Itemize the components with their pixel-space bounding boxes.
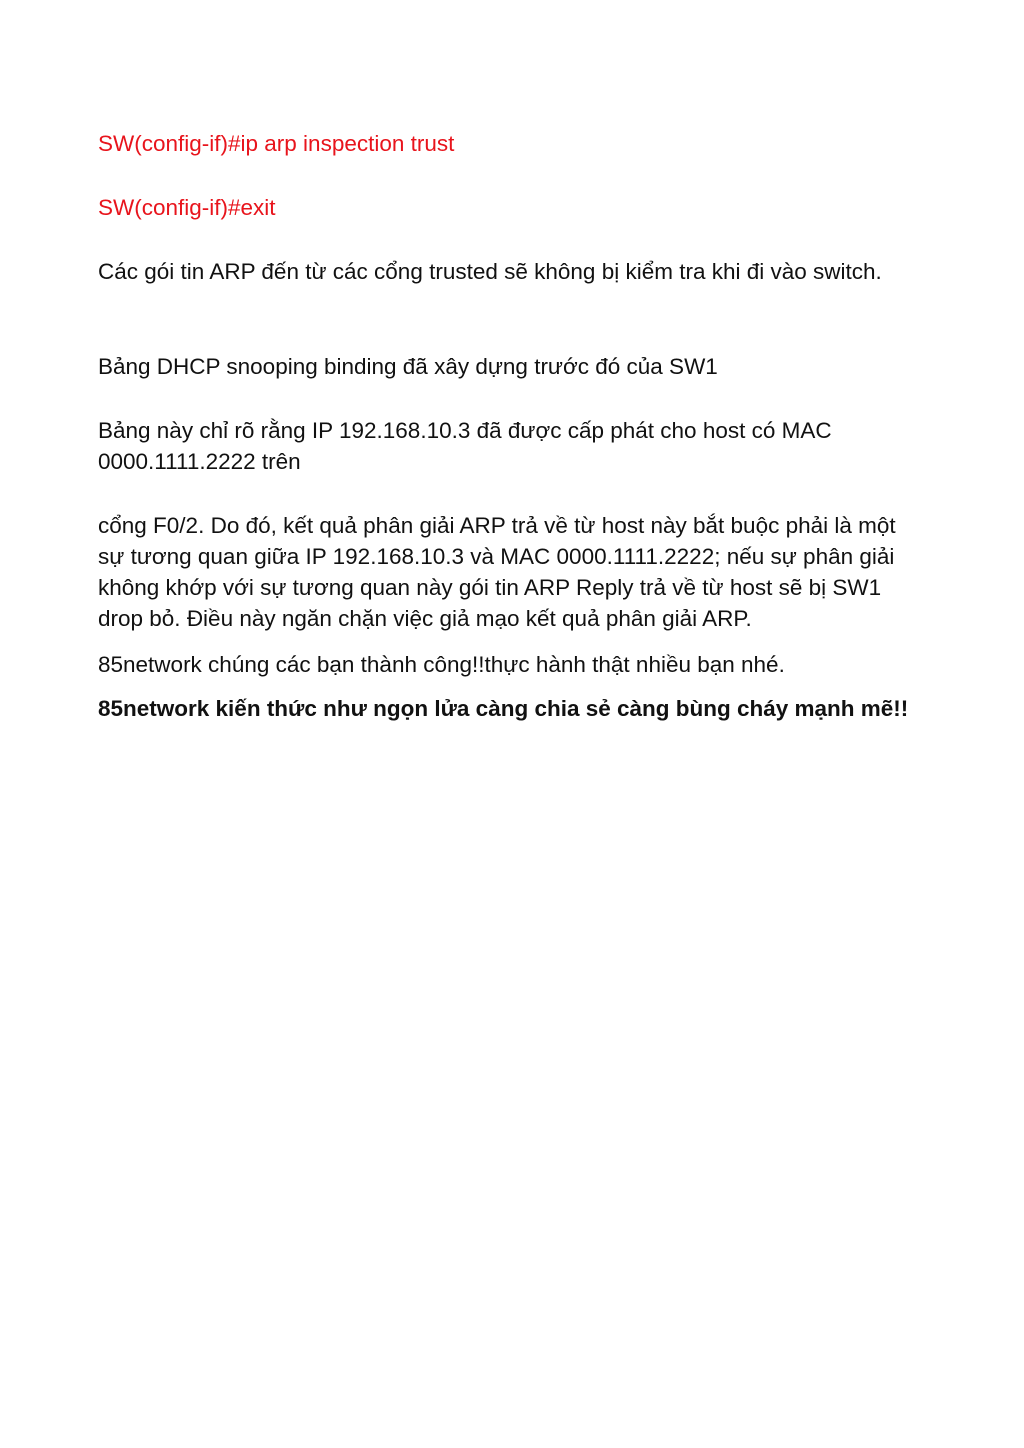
closing-slogan: 85network kiến thức như ngọn lửa càng chia sẻ càng bùng cháy mạnh mẽ!! bbox=[98, 696, 909, 721]
paragraph-encouragement: 85network chúng các bạn thành công!!thực hành thật nhiều bạn nhé. bbox=[98, 652, 785, 677]
paragraph-binding-table: Bảng DHCP snooping binding đã xây dựng trước đó của SW1 bbox=[98, 354, 718, 379]
command-arp-inspection-trust: SW(config-if)#ip arp inspection trust bbox=[98, 131, 455, 156]
command-exit: SW(config-if)#exit bbox=[98, 195, 276, 220]
paragraph-trusted-ports: Các gói tin ARP đến từ các cổng trusted sẽ không bị kiểm tra khi đi vào switch. bbox=[98, 259, 882, 284]
paragraph-binding-explanation: Bảng này chỉ rõ rằng IP 192.168.10.3 đã được cấp phát cho host có MAC 0000.1111.2222 trên bbox=[98, 418, 832, 474]
paragraph-arp-validation: cổng F0/2. Do đó, kết quả phân giải ARP trả về từ host này bắt buộc phải là một sự tương quan giữa IP 192.168.10.3 và MAC 0000.1111.2222; nếu sự phân giải không khớp với sự tương quan này gói tin ARP Reply trả về từ host sẽ bị SW1 drop bỏ. Điều này ngăn chặn việc giả mạo kết quả phân giải ARP. bbox=[98, 513, 896, 631]
